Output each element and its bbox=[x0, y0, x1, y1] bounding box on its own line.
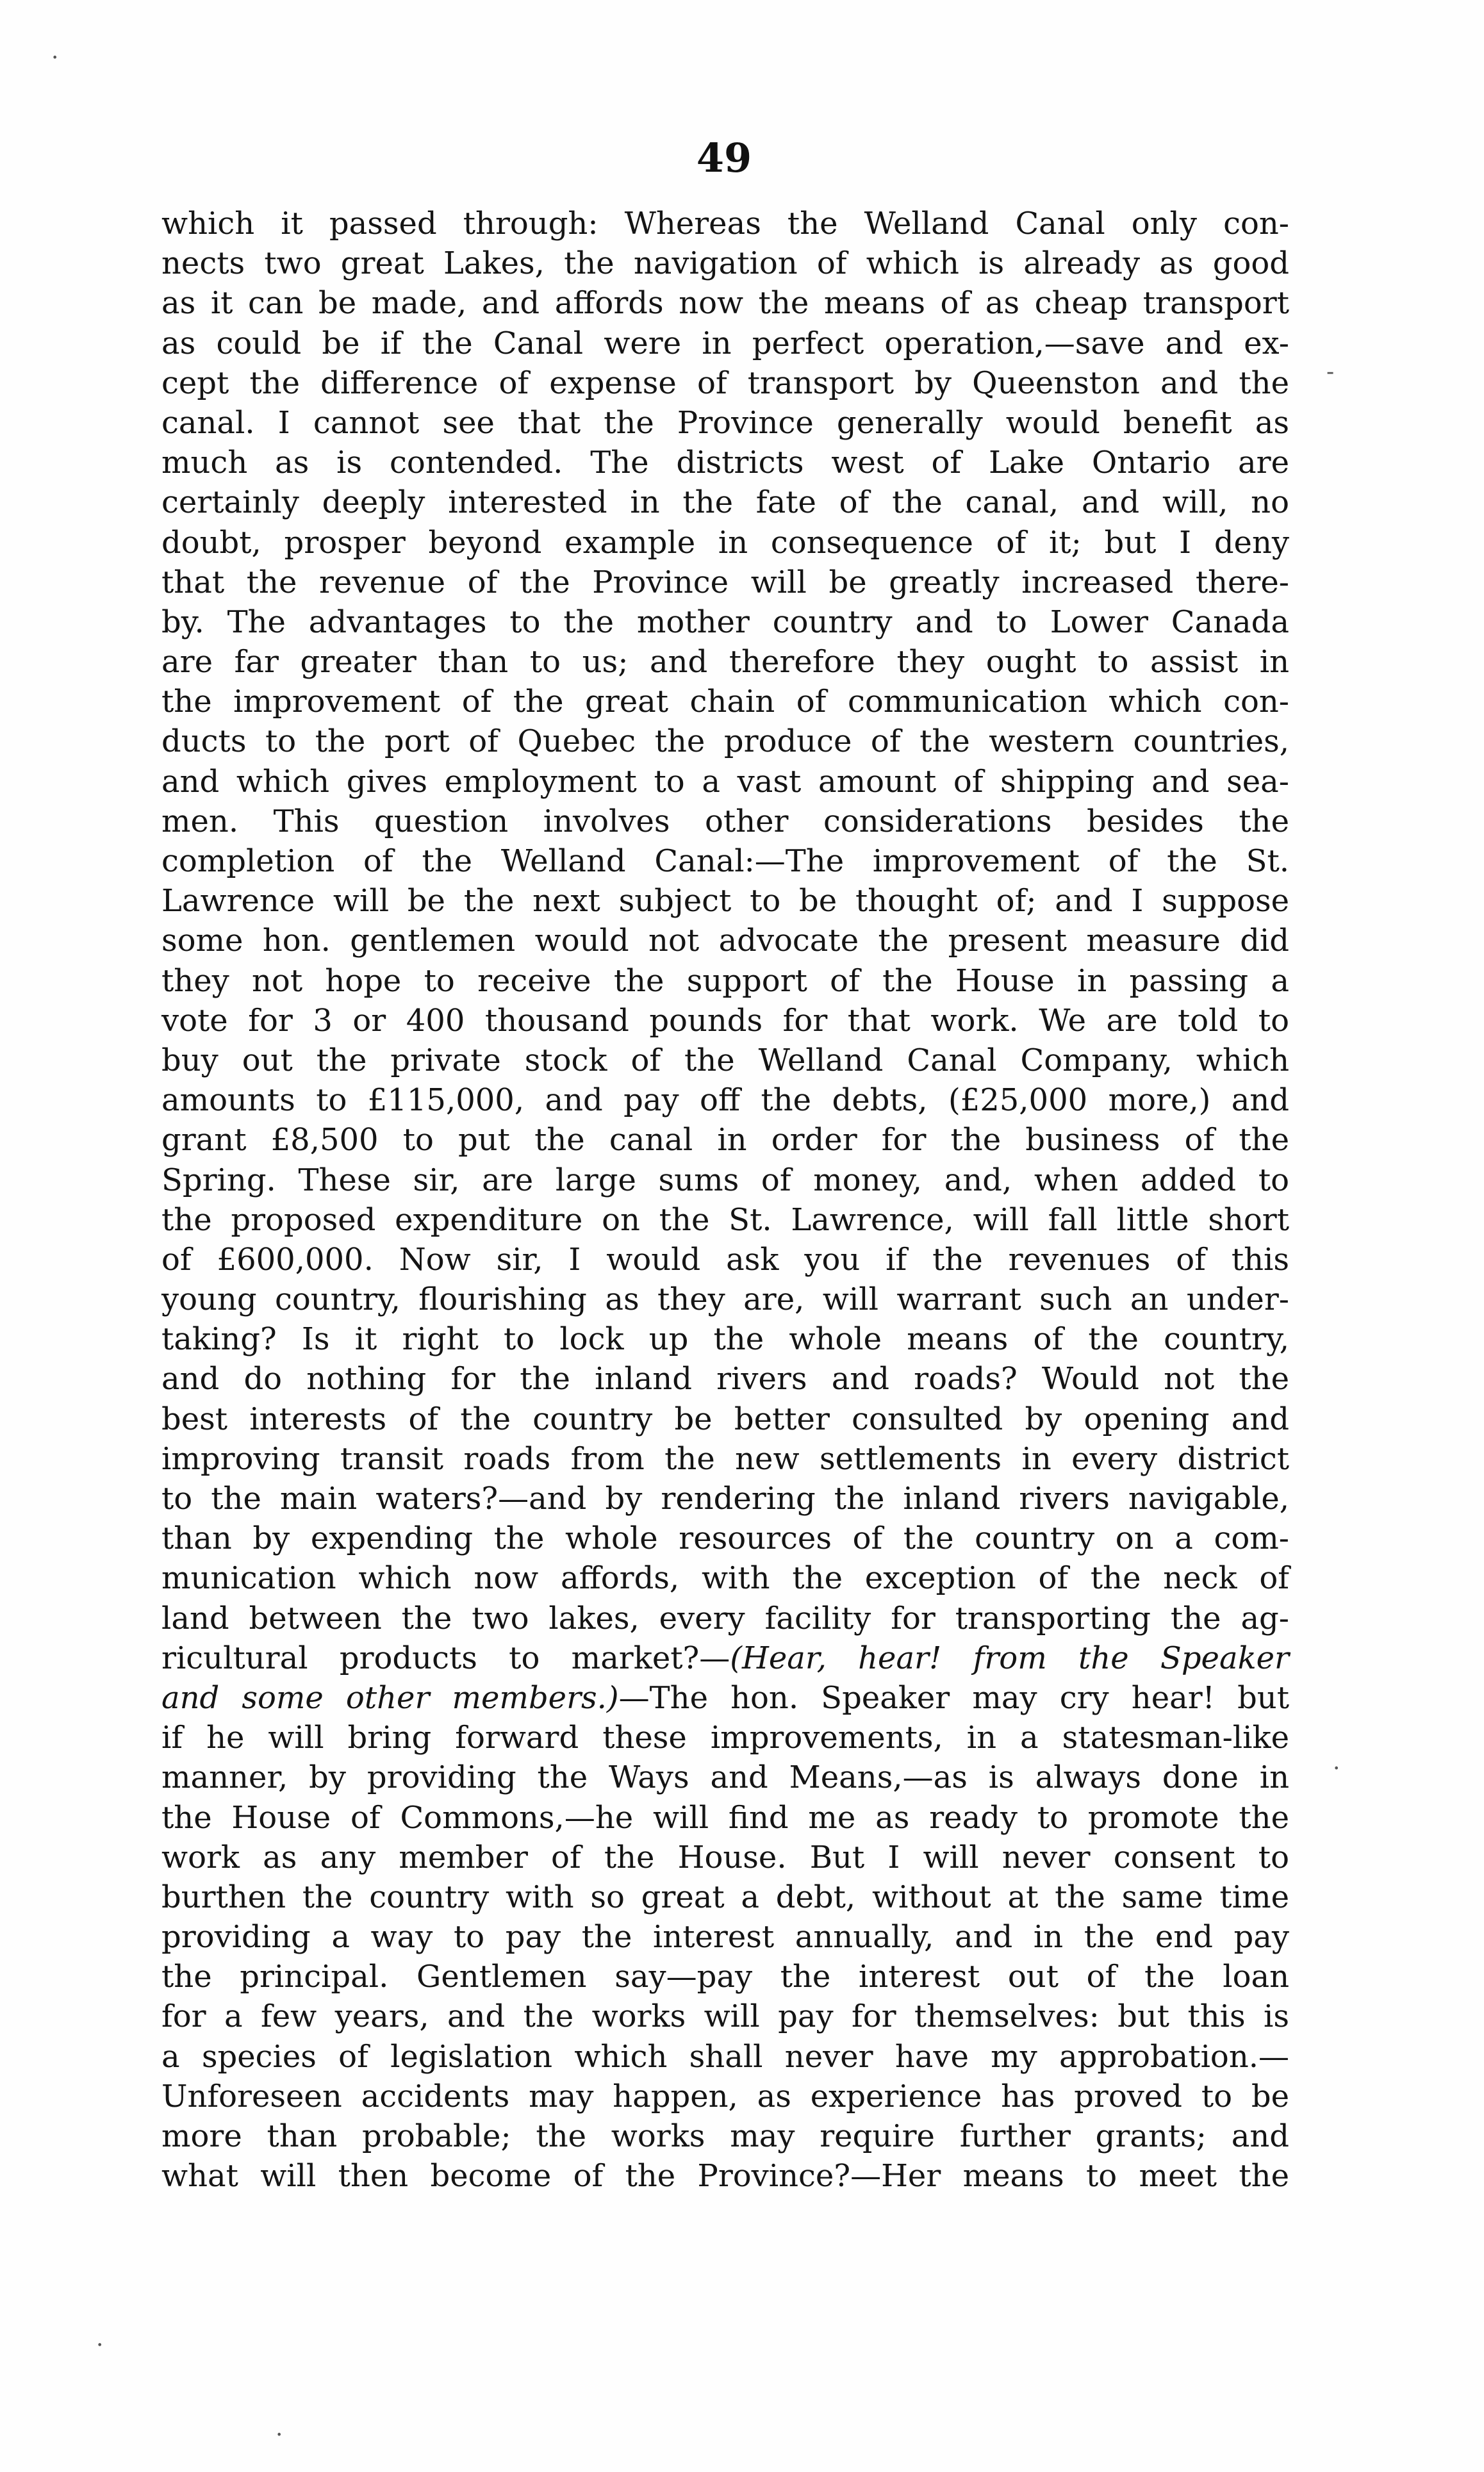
text-line bbox=[161, 1917, 1289, 1957]
text-line bbox=[161, 363, 1289, 403]
text-line bbox=[161, 2116, 1289, 2156]
text-segment: certainly deeply interested in the fate of the canal, and will, no bbox=[161, 484, 1289, 521]
text-line bbox=[161, 2156, 1289, 2196]
text-segment: ricultural products to market?— bbox=[161, 1640, 730, 1676]
text-segment: for a few years, and the works will pay for themselves: but this is bbox=[161, 1998, 1289, 2035]
text-segment: a species of legislation which shall never have my approbation.— bbox=[161, 2038, 1289, 2075]
page-number: 49 bbox=[696, 135, 752, 181]
text-line bbox=[161, 283, 1289, 323]
text-line bbox=[161, 1120, 1289, 1160]
text-segment: some hon. gentlemen would not advocate the present measure did bbox=[161, 923, 1289, 959]
text-segment: nects two great Lakes, the navigation of which is already as good bbox=[161, 245, 1289, 282]
text-line bbox=[161, 1319, 1289, 1359]
text-line bbox=[161, 563, 1289, 602]
text-segment: Lawrence will be the next subject to be thought of; and I suppose bbox=[161, 883, 1289, 919]
text-line bbox=[161, 2037, 1289, 2077]
text-segment: to the main waters?—and by rendering the inland rivers navigable, bbox=[161, 1481, 1289, 1517]
text-segment: of £600,000. Now sir, I would ask you if the revenues of this bbox=[161, 1241, 1289, 1278]
text-line bbox=[161, 1558, 1289, 1598]
text-line bbox=[161, 1997, 1289, 2036]
text-line bbox=[161, 1080, 1289, 1120]
text-segment: amounts to £115,000, and pay off the debts, (£25,000 more,) and bbox=[161, 1082, 1289, 1119]
text-segment: doubt, prosper beyond example in consequence of it; but I deny bbox=[161, 524, 1289, 561]
text-line bbox=[161, 721, 1289, 761]
text-segment: which it passed through: Whereas the Welland Canal only con- bbox=[161, 206, 1289, 242]
text-segment: grant £8,500 to put the canal in order for the business of the bbox=[161, 1122, 1289, 1158]
text-line bbox=[161, 1041, 1289, 1080]
text-segment: providing a way to pay the interest annually, and in the end pay bbox=[161, 1919, 1289, 1956]
text-line bbox=[161, 1957, 1289, 1997]
scan-speck: · bbox=[96, 2332, 104, 2359]
text-segment: canal. I cannot see that the Province generally would benefit as bbox=[161, 404, 1289, 441]
text-line bbox=[161, 324, 1289, 363]
scan-speck: · bbox=[51, 45, 59, 71]
text-segment: Unforeseen accidents may happen, as experience has proved to be bbox=[161, 2078, 1289, 2114]
text-line bbox=[161, 682, 1289, 721]
text-segment: more than probable; the works may require further grants; and bbox=[161, 2118, 1289, 2154]
text-segment: the House of Commons,—he will find me as ready to promote the bbox=[161, 1799, 1289, 1836]
text-line bbox=[161, 1758, 1289, 1797]
text-line bbox=[161, 881, 1289, 921]
text-line bbox=[161, 443, 1289, 482]
text-segment: burthen the country with so great a debt, without at the same time bbox=[161, 1879, 1289, 1915]
italic-text-segment: (Hear, hear! from the Speaker bbox=[730, 1640, 1290, 1676]
text-segment: buy out the private stock of the Welland Canal Company, which bbox=[161, 1042, 1289, 1078]
text-segment: much as is contended. The districts west of Lake Ontario are bbox=[161, 445, 1289, 481]
text-line bbox=[161, 1798, 1289, 1838]
text-segment: if he will bring forward these improvements, in a statesman-like bbox=[161, 1720, 1289, 1756]
text-segment: manner, by providing the Ways and Means,—as is always done in bbox=[161, 1759, 1289, 1796]
italic-text-segment: and some other members.) bbox=[161, 1679, 619, 1716]
text-segment: taking? Is it right to lock up the whole means of the country, bbox=[161, 1321, 1289, 1358]
text-line bbox=[161, 1678, 1289, 1718]
text-line bbox=[161, 1240, 1289, 1280]
text-line bbox=[161, 1001, 1289, 1041]
text-line bbox=[161, 921, 1289, 960]
text-segment: ducts to the port of Quebec the produce of the western countries, bbox=[161, 723, 1289, 760]
text-segment: the improvement of the great chain of communication which con- bbox=[161, 684, 1289, 720]
text-segment: vote for 3 or 400 thousand pounds for that work. We are told to bbox=[161, 1002, 1289, 1039]
text-line bbox=[161, 1838, 1289, 1877]
text-segment: work as any member of the House. But I will never consent to bbox=[161, 1839, 1289, 1875]
text-line bbox=[161, 1280, 1289, 1319]
text-line bbox=[161, 1399, 1289, 1439]
text-line bbox=[161, 642, 1289, 682]
text-segment: Spring. These sir, are large sums of money, and, when added to bbox=[161, 1162, 1289, 1198]
text-line bbox=[161, 2077, 1289, 2116]
scan-speck: · bbox=[276, 2422, 283, 2448]
text-line bbox=[161, 204, 1289, 243]
text-segment: cept the difference of expense of transport by Queenston and the bbox=[161, 365, 1289, 401]
text-segment: men. This question involves other considerations besides the bbox=[161, 803, 1289, 839]
text-line bbox=[161, 762, 1289, 802]
text-line bbox=[161, 841, 1289, 881]
text-segment: what will then become of the Province?—Her means to meet the bbox=[161, 2158, 1289, 2195]
text-segment: munication which now affords, with the exception of the neck of bbox=[161, 1560, 1289, 1597]
text-line bbox=[161, 403, 1289, 443]
text-segment: are far greater than to us; and therefore they ought to assist in bbox=[161, 644, 1289, 680]
text-segment: as it can be made, and affords now the means of as cheap transport bbox=[161, 285, 1289, 322]
body-text bbox=[161, 204, 1289, 2196]
text-line bbox=[161, 1359, 1289, 1399]
text-segment: and do nothing for the inland rivers and roads? Would not the bbox=[161, 1361, 1289, 1397]
text-segment: young country, flourishing as they are, will warrant such an under- bbox=[161, 1281, 1289, 1318]
text-segment: than by expending the whole resources of the country on a com- bbox=[161, 1520, 1289, 1557]
text-line bbox=[161, 482, 1289, 522]
scan-speck: · bbox=[1333, 1756, 1340, 1782]
text-segment: —The hon. Speaker may cry hear! but bbox=[618, 1679, 1289, 1716]
text-segment: as could be if the Canal were in perfect operation,—save and ex- bbox=[161, 325, 1289, 361]
text-line bbox=[161, 1479, 1289, 1519]
scan-speck: - bbox=[1326, 359, 1335, 385]
text-segment: improving transit roads from the new settlements in every district bbox=[161, 1440, 1289, 1477]
text-segment: the proposed expenditure on the St. Lawrence, will fall little short bbox=[161, 1201, 1289, 1238]
text-segment: land between the two lakes, every facility for transporting the ag- bbox=[161, 1600, 1289, 1636]
text-line bbox=[161, 1200, 1289, 1240]
text-line bbox=[161, 802, 1289, 841]
text-line bbox=[161, 1439, 1289, 1479]
text-segment: and which gives employment to a vast amount of shipping and sea- bbox=[161, 763, 1289, 800]
text-line bbox=[161, 961, 1289, 1001]
text-line bbox=[161, 1599, 1289, 1638]
text-segment: best interests of the country be better consulted by opening and bbox=[161, 1401, 1289, 1437]
text-line bbox=[161, 243, 1289, 283]
text-line bbox=[161, 1638, 1289, 1678]
text-line bbox=[161, 523, 1289, 563]
text-line bbox=[161, 602, 1289, 642]
text-segment: completion of the Welland Canal:—The improvement of the St. bbox=[161, 843, 1289, 879]
text-segment: by. The advantages to the mother country and to Lower Canada bbox=[161, 604, 1289, 640]
text-segment: they not hope to receive the support of the House in passing a bbox=[161, 962, 1289, 999]
text-segment: that the revenue of the Province will be greatly increased there- bbox=[161, 564, 1289, 600]
text-line bbox=[161, 1877, 1289, 1917]
text-line bbox=[161, 1519, 1289, 1558]
text-segment: the principal. Gentlemen say—pay the interest out of the loan bbox=[161, 1959, 1289, 1995]
text-line bbox=[161, 1718, 1289, 1758]
text-line bbox=[161, 1160, 1289, 1200]
